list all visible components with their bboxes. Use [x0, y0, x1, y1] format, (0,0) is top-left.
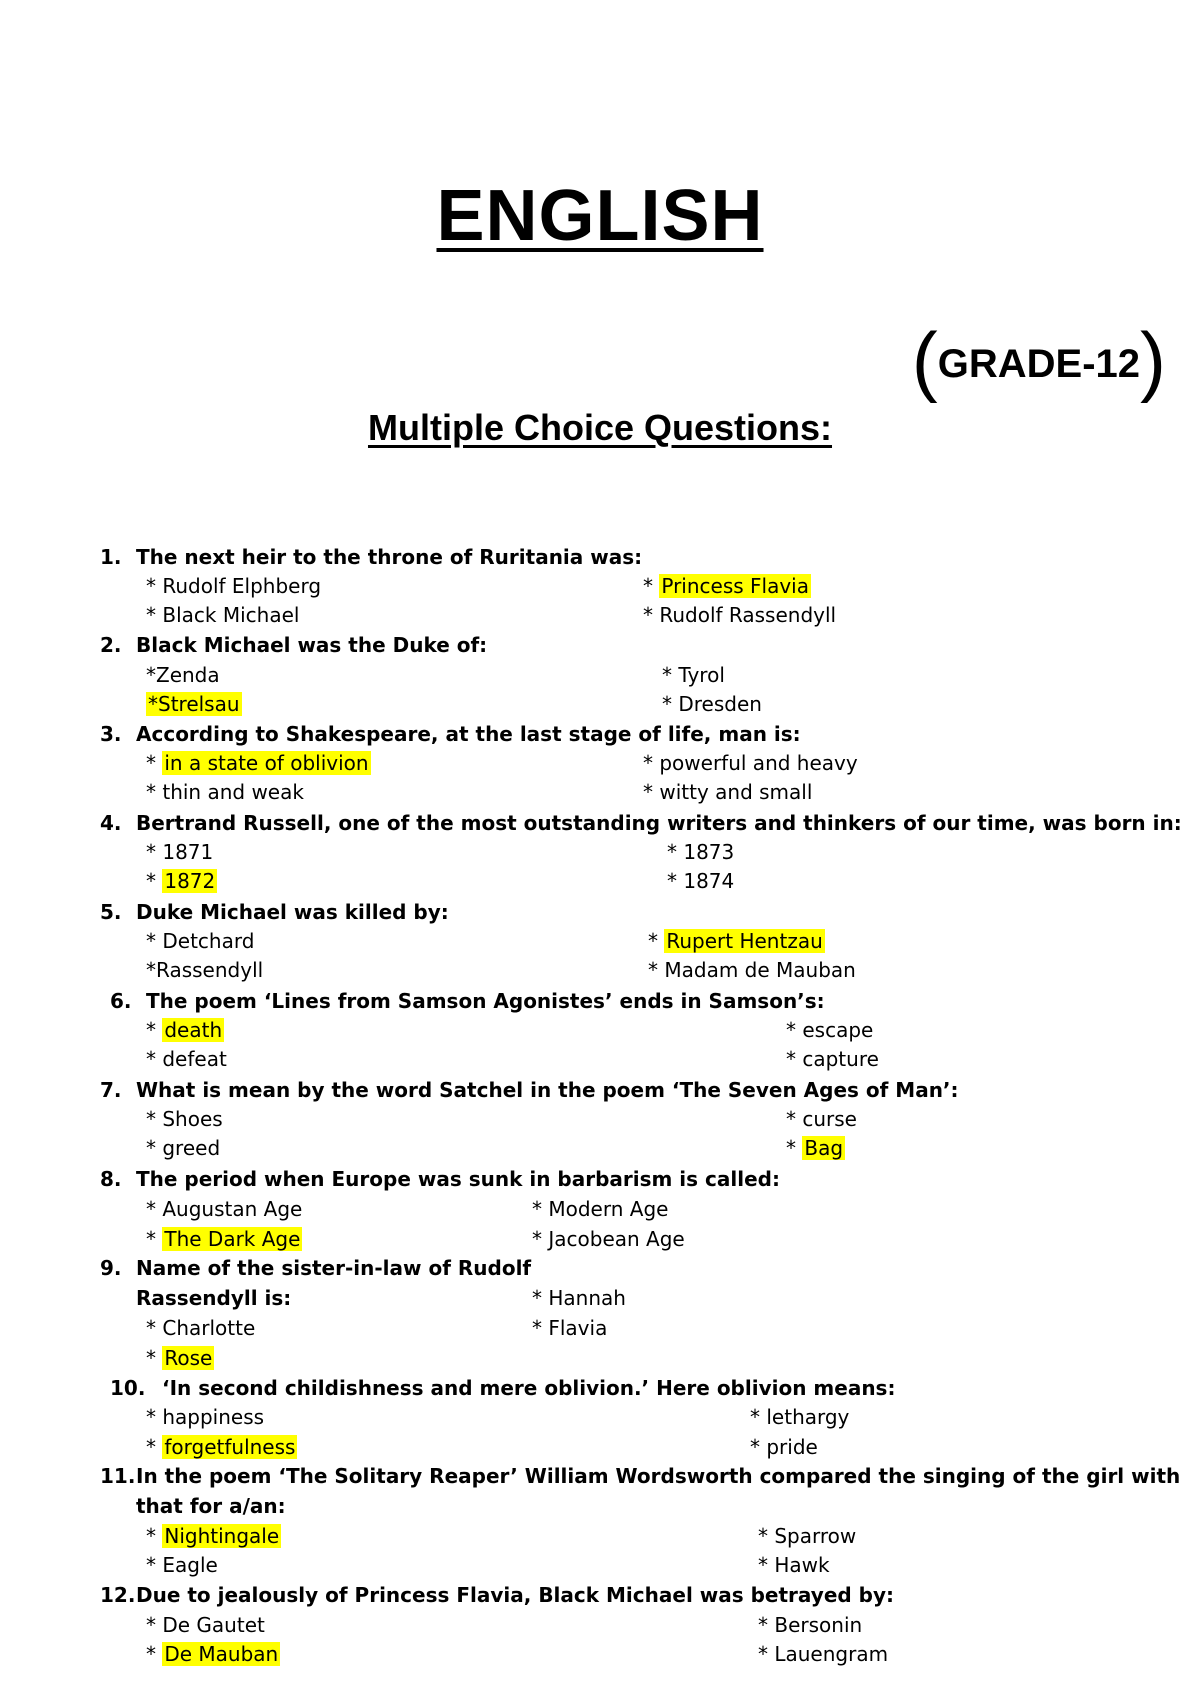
option: * Hannah	[532, 1286, 626, 1310]
question-11-continued: that for a/an:	[136, 1494, 286, 1518]
question-1: 1. The next heir to the throne of Ruritania was:	[100, 545, 643, 569]
question-2: 2. Black Michael was the Duke of:	[100, 633, 488, 657]
option: * Madam de Mauban	[648, 958, 856, 982]
option: * Hawk	[758, 1553, 830, 1577]
question-9-continued: Rassendyll is:	[136, 1286, 292, 1310]
option: * Jacobean Age	[532, 1227, 685, 1251]
option: * greed	[146, 1136, 221, 1160]
option: * lethargy	[750, 1405, 850, 1429]
question-5: 5. Duke Michael was killed by:	[100, 900, 449, 924]
answer-highlight: *Strelsau	[148, 692, 240, 716]
question-3: 3. According to Shakespeare, at the last stage of life, man is:	[100, 722, 801, 746]
option: * Augustan Age	[146, 1197, 303, 1221]
option-answer: * death	[146, 1018, 223, 1042]
question-4: 4. Bertrand Russell, one of the most outstanding writers and thinkers of our time, was born in:	[100, 811, 1182, 835]
question-12: 12.Due to jealously of Princess Flavia, Black Michael was betrayed by:	[100, 1583, 895, 1607]
option-answer: * The Dark Age	[146, 1227, 301, 1251]
option: * Eagle	[146, 1553, 218, 1577]
section-heading: Multiple Choice Questions:	[367, 407, 833, 448]
answer-highlight: Rupert Hentzau	[666, 929, 823, 953]
option: * Lauengram	[758, 1642, 889, 1666]
option-answer: * Princess Flavia	[643, 574, 809, 598]
option: * thin and weak	[146, 780, 304, 804]
option: *Rassendyll	[146, 958, 264, 982]
question-7: 7. What is mean by the word Satchel in the poem ‘The Seven Ages of Man’:	[100, 1078, 959, 1102]
option-answer	[146, 691, 242, 717]
question-10: 10. ‘In second childishness and mere oblivion.’ Here oblivion means:	[110, 1376, 896, 1400]
option: * 1874	[667, 869, 735, 893]
grade-label: (GRADE-12)	[911, 316, 1166, 404]
option-answer: * Bag	[786, 1136, 844, 1160]
option: * Dresden	[662, 692, 762, 716]
option: * capture	[786, 1047, 879, 1071]
option-answer: * Rose	[146, 1346, 213, 1370]
option: * Rudolf Elphberg	[146, 574, 322, 598]
option: * Charlotte	[146, 1316, 256, 1340]
option: * Rudolf Rassendyll	[643, 603, 837, 627]
option: * 1873	[667, 840, 735, 864]
answer-highlight: The Dark Age	[164, 1227, 301, 1251]
answer-highlight: 1872	[164, 869, 216, 893]
option-answer: * in a state of oblivion	[146, 751, 369, 775]
answer-highlight: Princess Flavia	[661, 574, 809, 598]
answer-highlight: forgetfulness	[164, 1435, 296, 1459]
option: * curse	[786, 1107, 857, 1131]
option: * Modern Age	[532, 1197, 669, 1221]
option: * escape	[786, 1018, 874, 1042]
question-8: 8. The period when Europe was sunk in barbarism is called:	[100, 1167, 780, 1191]
question-6: 6. The poem ‘Lines from Samson Agonistes’ ends in Samson’s:	[110, 989, 825, 1013]
option: *Zenda	[146, 663, 220, 687]
option-answer: * Rupert Hentzau	[648, 929, 823, 953]
page-title: ENGLISH	[436, 176, 764, 256]
question-11: 11.In the poem ‘The Solitary Reaper’ William Wordsworth compared the singing of the girl with	[100, 1464, 1181, 1488]
option: * Flavia	[532, 1316, 608, 1340]
option-answer: * 1872	[146, 869, 216, 893]
option-answer: * Nightingale	[146, 1524, 280, 1548]
option: * Black Michael	[146, 603, 300, 627]
option: * powerful and heavy	[643, 751, 858, 775]
option-answer: * forgetfulness	[146, 1435, 296, 1459]
option: * witty and small	[643, 780, 813, 804]
answer-highlight: Rose	[164, 1346, 213, 1370]
option: * pride	[750, 1435, 818, 1459]
question-9: 9. Name of the sister-in-law of Rudolf	[100, 1256, 532, 1280]
option: * Tyrol	[662, 663, 725, 687]
option: * Sparrow	[758, 1524, 857, 1548]
option: * De Gautet	[146, 1613, 265, 1637]
answer-highlight: Nightingale	[164, 1524, 280, 1548]
answer-highlight: in a state of oblivion	[164, 751, 369, 775]
option: * defeat	[146, 1047, 227, 1071]
answer-highlight: Bag	[804, 1136, 844, 1160]
option: * 1871	[146, 840, 214, 864]
answer-highlight: death	[164, 1018, 223, 1042]
answer-highlight: De Mauban	[164, 1642, 279, 1666]
option: * Detchard	[146, 929, 255, 953]
option: * Bersonin	[758, 1613, 863, 1637]
option: * happiness	[146, 1405, 265, 1429]
option: * Shoes	[146, 1107, 223, 1131]
option-answer: * De Mauban	[146, 1642, 279, 1666]
